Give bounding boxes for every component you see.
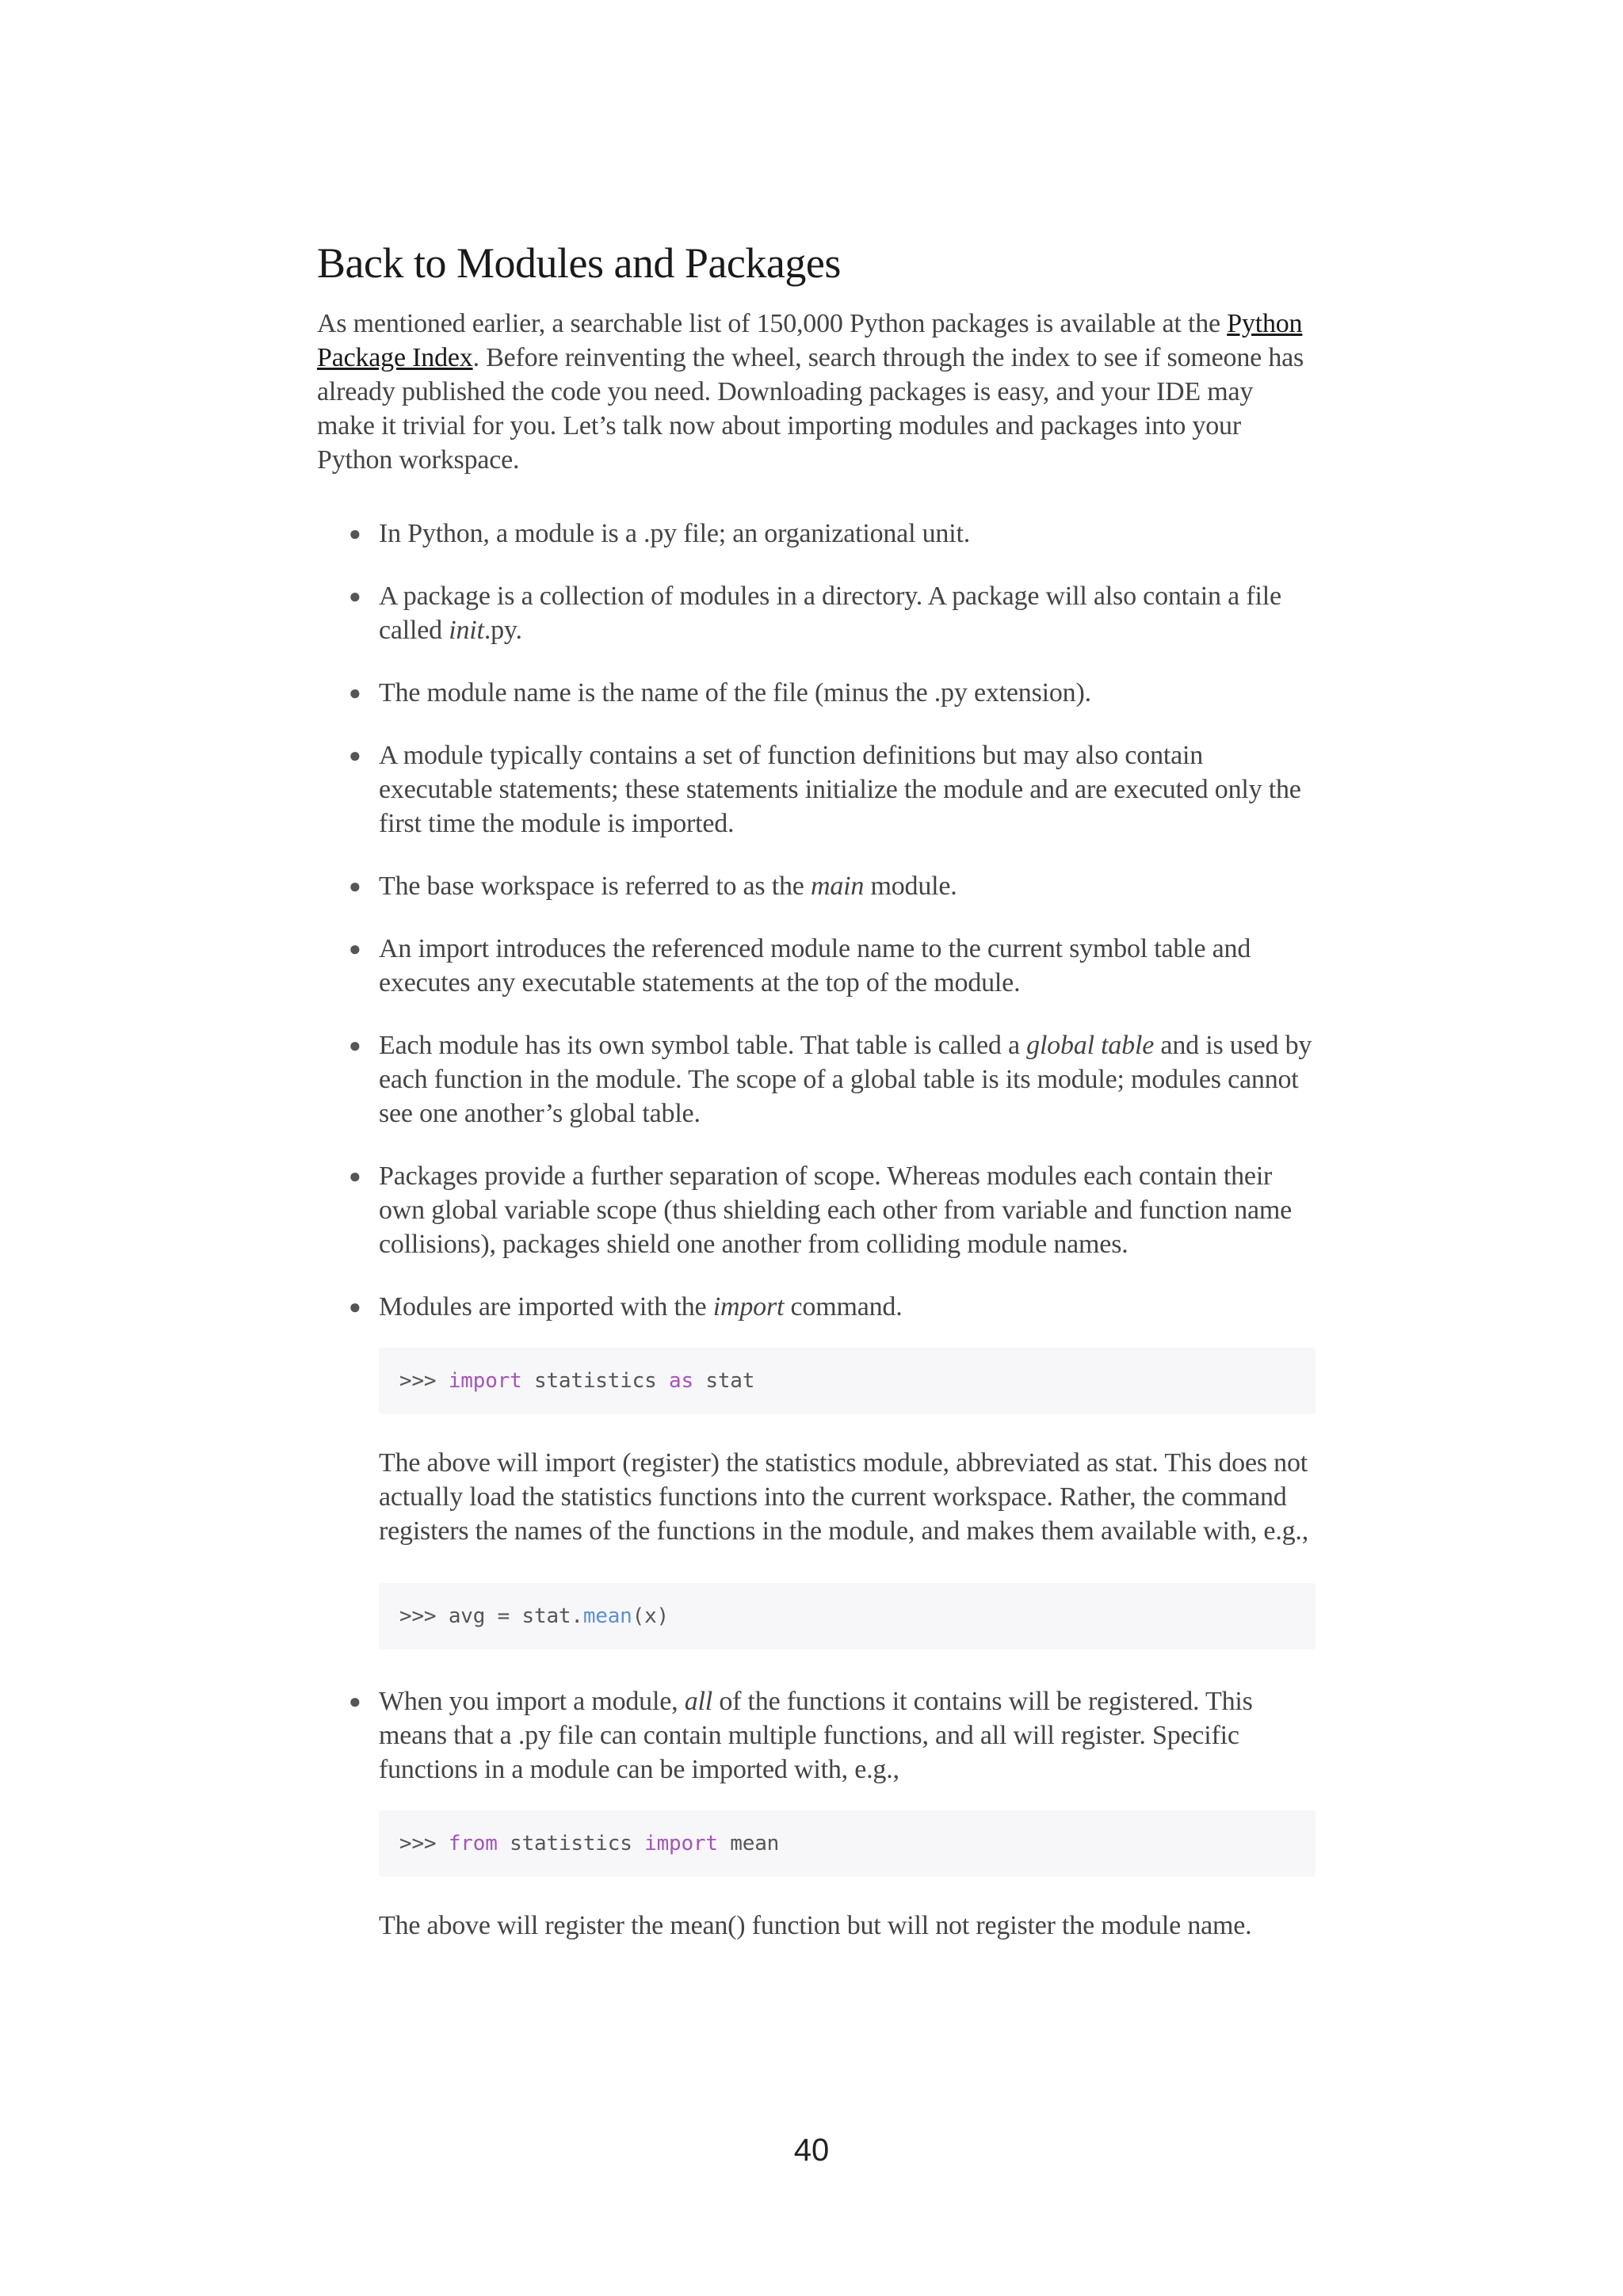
intro-text-2: . Before reinventing the wheel, search through the index to see if someone has already published the code you need. Downloading packages is easy, and your IDE may make it trivial for you. Let’s talk now about importing modules and packages into your Python workspace. (317, 342, 1304, 475)
list-item: ● When you import a module, all of the functions it contains will be registered. This means that a .py file can contain multiple functions, and all will register. Specific functions in a module can be imported with, e.g., >>> from statistics import mean The above will register the mean() function but will not register the module name. (379, 1684, 1316, 1943)
bullet-icon: ● (349, 936, 361, 960)
page-title: Back to Modules and Packages (317, 239, 841, 287)
list-item: ● A module typically contains a set of function definitions but may also contain executable statements; these statements initialize the module and are executed only the first time the module is imported. (379, 738, 1316, 841)
list-item: ● An import introduces the referenced module name to the current symbol table and executes any executable statements at the top of the module. (379, 932, 1316, 1000)
python-package-index-link[interactable]: Python Package Index (317, 308, 1303, 372)
list-item: ● Packages provide a further separation of scope. Whereas modules each contain their own global variable scope (thus shielding each other from variable and function name collisions), packages shield one another from colliding module names. (379, 1159, 1316, 1261)
list-item: ● The base workspace is referred to as the main module. (379, 869, 1316, 903)
bullet-list (317, 517, 1316, 1943)
list-item: ● The module name is the name of the file (minus the .py extension). (379, 676, 1316, 710)
bullet-icon: ● (349, 1164, 361, 1188)
explanation-paragraph-2: The above will register the mean() function but will not register the module name. (379, 1910, 1252, 1940)
list-item: ● Each module has its own symbol table. That table is called a global table and is used by each function in the module. The scope of a global table is its module; modules cannot see one another’s global table. (379, 1028, 1316, 1131)
bullet-icon: ● (349, 1689, 361, 1713)
list-item: ● Modules are imported with the import command. >>> import statistics as stat The above will import (register) the statistics module, abbreviated as stat. This does not actually load the statistics functions into the current workspace. Rather, the command registers the names of the functions in the module, and makes them available with, e.g., >>> avg = stat.mean(x) (379, 1290, 1316, 1650)
bullet-icon: ● (349, 681, 361, 704)
bullet-icon: ● (349, 743, 361, 767)
code-block-from-import: >>> from statistics import mean (379, 1810, 1316, 1877)
code-block-mean-call: >>> avg = stat.mean(x) (379, 1583, 1316, 1650)
bullet-icon: ● (349, 584, 361, 608)
bullet-icon: ● (349, 1033, 361, 1057)
intro-text-1: As mentioned earlier, a searchable list of 150,000 Python packages is available at the (317, 308, 1228, 338)
intro-paragraph (317, 307, 1316, 477)
bullet-icon: ● (349, 521, 361, 545)
page-content (317, 238, 1316, 1978)
code-block-import: >>> import statistics as stat (379, 1348, 1316, 1414)
list-item: ● A package is a collection of modules in a directory. A package will also contain a file called init.py. (379, 579, 1316, 647)
page-number: 40 (793, 2133, 830, 2168)
explanation-paragraph: The above will import (register) the statistics module, abbreviated as stat. This does not actually load the statistics functions into the current workspace. Rather, the command registers the names of the functions in the module, and makes them available with, e.g., (379, 1447, 1309, 1546)
bullet-icon: ● (349, 874, 361, 898)
bullet-icon: ● (349, 1295, 361, 1318)
list-item: ● In Python, a module is a .py file; an organizational unit. (379, 517, 1316, 551)
